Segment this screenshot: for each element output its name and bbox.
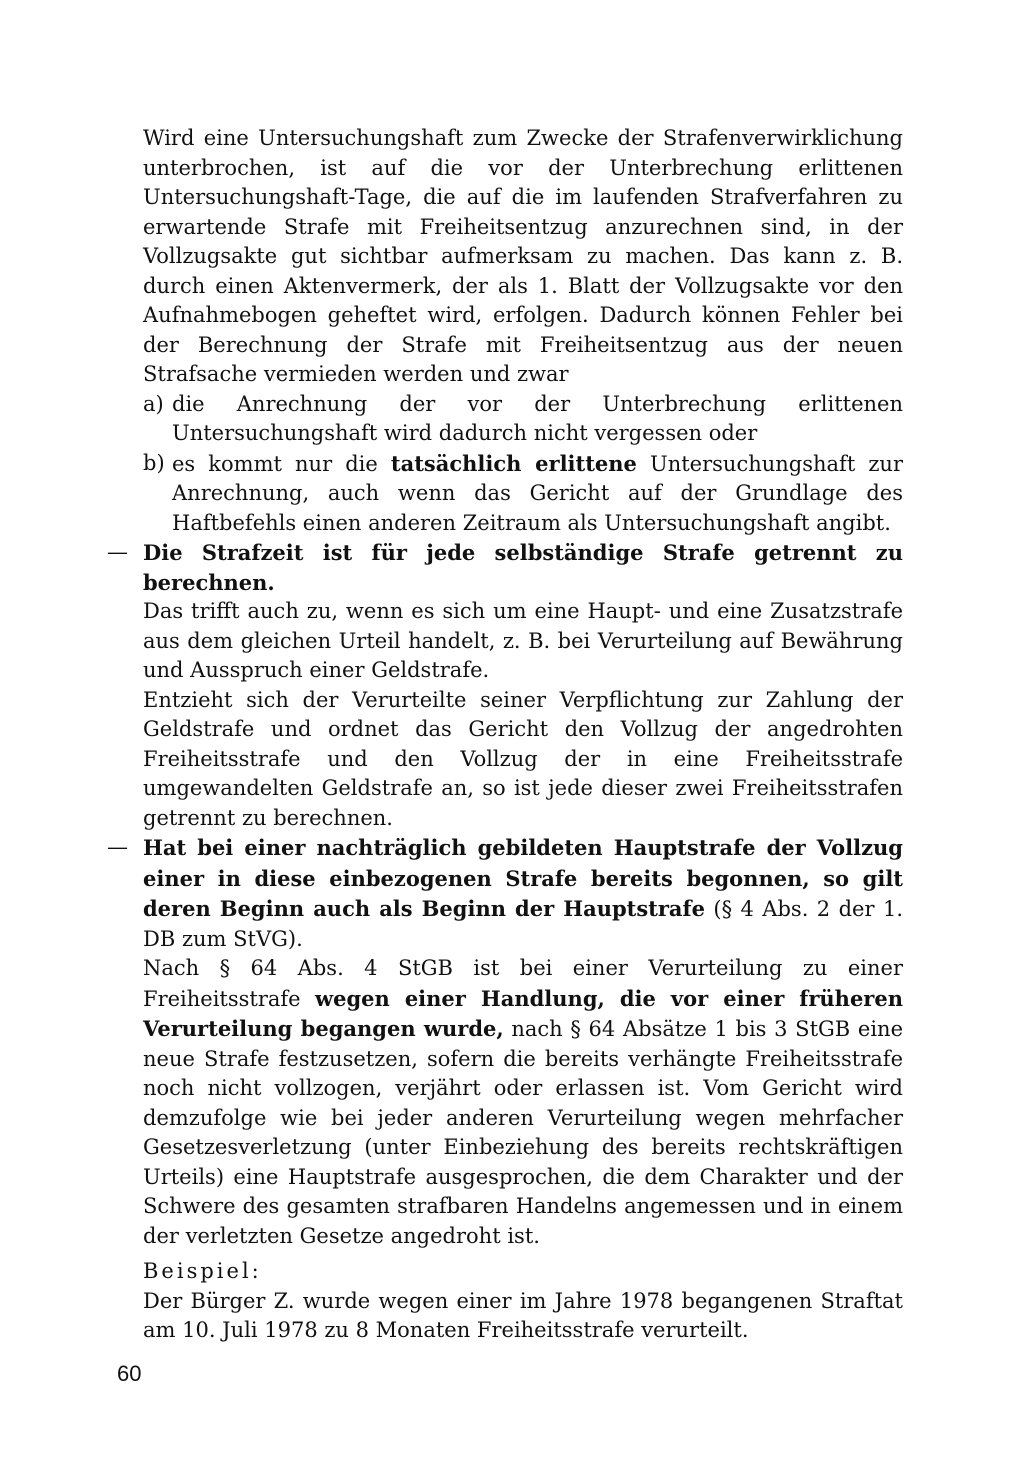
dash2-heading-bold: Hat bei einer nachträglich gebildeten Hauptstrafe der Vollzug einer in diese einbezogenen Strafe bereits begonnen, so gilt deren Beginn auch als Beginn der Hauptstrafe <box>143 835 903 921</box>
body-text <box>107 124 903 1346</box>
dash2-paragraph-pre: Nach § 64 Abs. 4 StGB ist bei einer Verurteilung zu einer Freiheitsstrafe <box>143 956 903 1011</box>
page-number: 60 <box>117 1361 142 1386</box>
list-item-a <box>143 390 903 449</box>
list-marker-a: a) <box>143 391 164 416</box>
list-text-b-post: Untersuchungshaft zur Anrechnung, auch wenn das Gericht auf der Grundlage des Haftbefehls einen anderen Zeitraum als Untersuchungshaft angibt. <box>172 451 903 535</box>
list-text-b-pre: es kommt nur die <box>172 451 391 476</box>
list-text-b-bold: tatsächlich erlittene <box>390 450 637 476</box>
dash-item-2 <box>107 833 903 1346</box>
intro-paragraph: Wird eine Untersuchungshaft zum Zwecke der Strafenverwirklichung unterbrochen, ist auf die vor der Unterbrechung erlittenen Untersuchungshaft-Tage, die auf die im laufenden Strafverfahren zu erwartende Strafe mit Freiheitsentzug anzurechnen sind, in der Vollzugsakte gut sichtbar aufmerksam zu machen. Das kann z. B. durch einen Aktenvermerk, der als 1. Blatt der Vollzugsakte vor den Aufnahmebogen geheftet wird, erfolgen. Dadurch können Fehler bei der Berechnung der Strafe mit Freiheitsentzug aus der neuen Strafsache vermieden werden und zwar <box>143 126 903 386</box>
example-label: Beispiel: <box>143 1259 262 1283</box>
dash1-paragraph-2: Entzieht sich der Verurteilte seiner Verpflichtung zur Zahlung der Geldstrafe und ordnet das Gericht den Vollzug der angedrohten Freiheitsstrafe und den Vollzug der in eine Freiheitsstrafe umgewandelten Geldstrafe an, so ist jede dieser zwei Freiheitsstrafen getrennt zu berechnen. <box>143 687 903 830</box>
dash2-heading-rest: (§ 4 Abs. 2 der 1. DB zum StVG). <box>143 897 903 951</box>
list-text-a: die Anrechnung der vor der Unterbrechung erlittenen Untersuchungshaft wird dadurch nicht vergessen oder <box>172 391 903 445</box>
dash1-heading: Die Strafzeit ist für jede selbständige Strafe getrennt zu berechnen. <box>143 540 903 595</box>
dash-marker-1: — <box>107 540 128 564</box>
list-item-b <box>143 449 903 539</box>
dash2-paragraph-bold: wegen einer Handlung, die vor einer früheren Verurteilung begangen wurde, <box>143 985 903 1041</box>
dash2-paragraph-post: nach § 64 Absätze 1 bis 3 StGB eine neue Strafe festzusetzen, sofern die bereits verhängte Freiheitsstrafe noch nicht vollzogen, verjährt oder erlassen ist. Vom Gericht wird demzufolge wie bei jeder anderen Verurteilung wegen mehrfacher Gesetzesverletzung (unter Einbeziehung des bereits rechtskräftigen Urteils) eine Hauptstrafe ausgesprochen, die dem Charakter und der Schwere des gesamten strafbaren Handelns angemessen und in einem der verletzten Gesetze angedroht ist. <box>143 1017 903 1248</box>
list-marker-b: b) <box>143 450 165 475</box>
example-text: Der Bürger Z. wurde wegen einer im Jahre 1978 begangenen Straftat am 10. Juli 1978 zu 8 Monaten Freiheitsstrafe verurteilt. <box>143 1288 903 1342</box>
dash2-paragraph <box>143 954 903 1251</box>
dash-item-1 <box>107 538 903 833</box>
dash1-paragraph-1: Das trifft auch zu, wenn es sich um eine Haupt- und eine Zusatzstrafe aus dem gleichen Urteil handelt, z. B. bei Verurteilung auf Bewährung und Ausspruch einer Geldstrafe. <box>143 599 903 682</box>
dash-marker-2: — <box>107 835 128 859</box>
dash2-heading <box>143 833 903 954</box>
